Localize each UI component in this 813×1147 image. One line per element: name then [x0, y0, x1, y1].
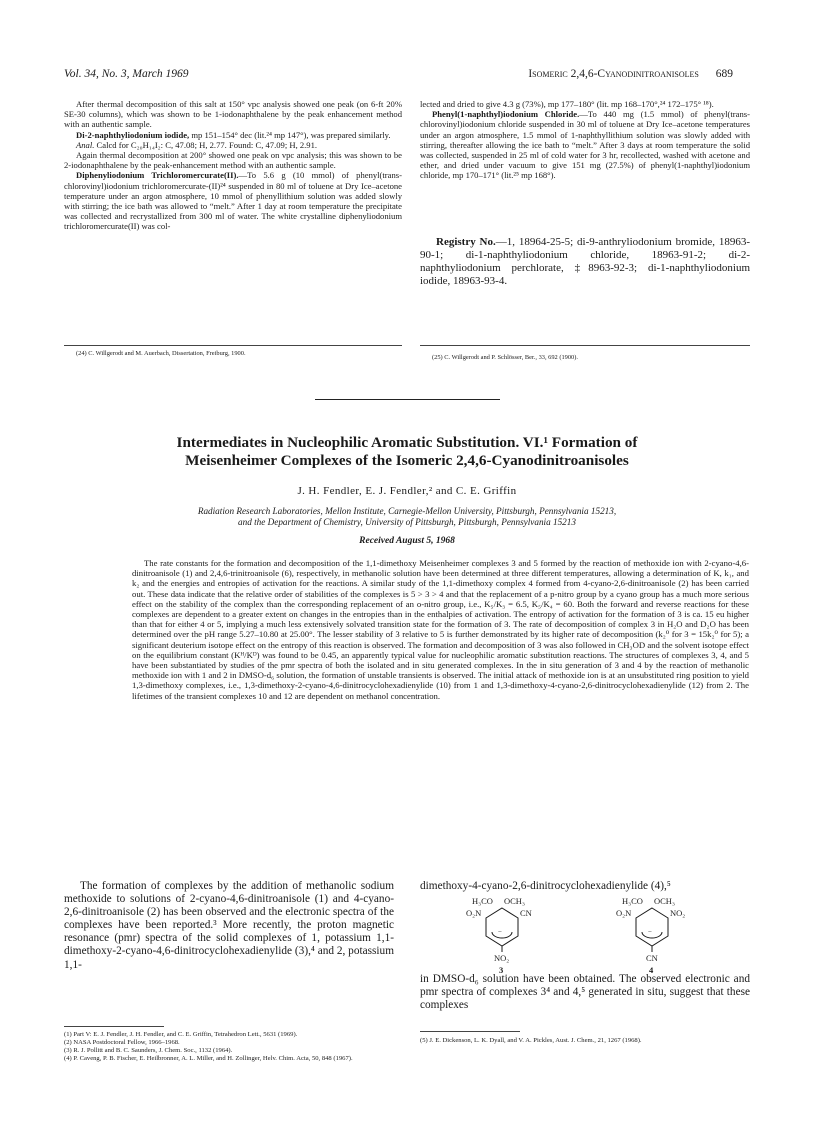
paragraph [64, 170, 402, 231]
footnote-rule-left [64, 345, 402, 346]
structure-4-ring [636, 908, 668, 946]
registry-numbers [420, 236, 750, 288]
footnote-rule-bottom-right [420, 1031, 520, 1032]
title-line-1: Intermediates in Nucleophilic Aromatic Substitution. VI.¹ Formation of [176, 434, 638, 451]
paragraph [420, 109, 750, 180]
structure-3-label: 3 [499, 965, 504, 974]
chemical-structures [440, 894, 740, 974]
body-right-column: in DMSO-d₆ solution have been obtained. The observed electronic and pmr spectra of complexes 3⁴ and 4,⁵ generated in situ, suggest that these complexes [420, 973, 750, 1012]
title-line-2: Meisenheimer Complexes of the Isomeric 2,4,6-Cyanodinitroanisoles [185, 452, 629, 469]
footnote-2: (2) NASA Postdoctoral Fellow, 1966–1968. [64, 1039, 180, 1047]
compound-heading: Di-2-naphthyliodonium iodide, [76, 129, 190, 140]
paragraph [64, 140, 402, 150]
footnote-rule-right [420, 345, 750, 346]
footnote-rule-bottom-left [64, 1026, 164, 1027]
previous-article-left-column [64, 99, 402, 232]
registry-heading: Registry No. [436, 236, 496, 248]
paragraph-text: Calcd for C₂₀H₁₄I₂: C, 47.08; H, 2.77. Found: C, 47.09; H, 2.91. [94, 139, 318, 150]
structure-3-methoxy-left: H₃CO [472, 896, 493, 906]
paragraph-text: —To 440 mg (1.5 mmol) of phenyl(trans-chlorovinyl)iodonium chloride suspended in 30 ml of toluene at Dry Ice–acetone temperatures under an argon atmosphere, 1.5 mmol of 1-naphthyllithium solution was slowly added with stirring, thereafter allowing the ice bath to “melt.” After 3 days at room temperature the solid was collected, suspended in 25 ml of cold water for 3 hr, recollected, washed with acetone and ether, and dried under vacuum to give 151 mg (27.5%) of phenyl(1-naphthyl)iodonium chloride, mp 170–171° (lit.²⁵ mp 168°). [420, 109, 750, 181]
affiliation-line-1: Radiation Research Laboratories, Mellon Institute, Carnegie-Mellon University, Pittsburgh, Pennsylvania 15213, [197, 506, 617, 516]
structure-3-delocalization-arc [492, 932, 512, 938]
structure-4-cyano-bottom: CN [646, 953, 658, 963]
affiliation-line-2: and the Department of Chemistry, University of Pittsburgh, Pittsburgh, Pennsylvania 15213 [238, 517, 576, 527]
structure-4-methoxy-left: H₃CO [622, 896, 643, 906]
affiliation [64, 506, 750, 528]
paragraph [64, 130, 402, 140]
compound-heading: Phenyl(1-naphthyl)iodonium Chloride. [432, 109, 580, 120]
authors: J. H. Fendler, E. J. Fendler,² and C. E. Griffin [297, 485, 517, 497]
structure-4-methoxy-right: OCH₃ [654, 896, 675, 906]
running-header [528, 68, 733, 80]
structure-4-nitro-left: O₂N [616, 908, 632, 918]
article-divider [315, 399, 500, 400]
compound-heading: Diphenyliodonium Trichloromercurate(II). [76, 170, 239, 181]
footnote-1: (1) Part V: E. J. Fendler, J. H. Fendler, and C. E. Griffin, Tetrahedron Lett., 5631 (1969). [64, 1031, 298, 1038]
running-title: Isomeric 2,4,6-Cyanodinitroanisoles [528, 68, 699, 80]
paragraph-text: —To 5.6 g (10 mmol) of phenyl(trans-chlorovinyl)iodonium trichloromercurate-(II)²⁴ suspended in 80 ml of toluene at Dry Ice–acetone temperature under an argon atmosphere, 10 mmol of phenyllithium solution was added slowly with stirring; the ice bath was allowed to “melt.” After 1 day at room temperature the precipitate was collected and recrystallized from 300 ml of water. The white crystalline diphenyliodonium trichloromercurate(II) was col- [64, 170, 402, 232]
structure-3-charge: − [498, 928, 502, 936]
footnote-25: (25) C. Willgerodt and P. Schlösser, Ber., 33, 692 (1900). [432, 354, 578, 361]
footnote-24: (24) C. Willgerodt and M. Auerbach, Dissertation, Freiburg, 1900. [76, 350, 246, 357]
paragraph: lected and dried to give 4.3 g (73%), mp 177–180° (lit. mp 168–170°,²⁴ 172–175° ¹⁸). [420, 99, 714, 109]
structure-4-label: 4 [649, 965, 654, 974]
structure-3 [466, 896, 532, 974]
abstract: The rate constants for the formation and decomposition of the 1,1-dimethoxy Meisenheimer complexes 3 and 5 formed by the reaction of methoxide ion with 2-cyano-4,6-dinitroanisole (1) and 2,4,6-trinitroanisole (6), respectively, in methanolic solution have been determined at three different temperatures, allowing a determination of K, k₁, and k₂ and the energies and entropies of activation for the reactions. A similar study of the 1,1-dimethoxy complex 4 formed from 4-cyano-2,6-dinitroanisole (2) has been carried out. These data indicate that the relative order of stabilities of the complexes is 5 > 3 > 4 and that the replacement of a p-nitro group by a cyano group has a much more serious effect on the stability of the complex than the corresponding replacement of an o-nitro group, i.e., K₅/K₃ = 6.5, K₅/K₄ = 60. Both the forward and reverse reactions for these complexes are dependent to a greater extent on changes in the entropies than in the enthalpies of activation. The entropy of activation for the formation of 3 is ca. 15 eu higher than that for either 4 or 5, implying a much less extensively solvated transition state for the formation of 3. The rate of decomposition of complex 3 in H₂O and D₂O has been determined over the pH range 5.27–10.80 at 25.00°. The lesser stability of 3 relative to 5 is further demonstrated by its higher rate of decomposition (k₂⁰ for 3 = 15k₂⁰ for 5); a significant deuterium isotope effect on the entropy of this reaction is observed. The formation and decomposition of 3 was also followed in CH₃OD and the solvent isotope effect on the equilibrium constant (Kᴴ/Kᴰ) was found to be 0.45, an apparently typical value for nucleophilic aromatic substitution reactions. The structures of complexes 3, 4, and 5 have been substantiated by studies of the pmr spectra of both the isolated and in situ generated complexes. In the in situ generation of 3 and 4 by the reaction of methanolic methoxide ion with 1 and 2 in DMSO-d₆ solution, the formation of unstable transients is observed. The initial attack of methoxide ion is at an unsubstituted ring position to yield 1,3-dimethoxy complexes, i.e., 1,3-dimethoxy-2-cyano-4,6-dinitrocyclohexadienylide (10) from 1 and 1,3-dimethoxy-4-cyano-2,6-dinitrocyclohexadienylide (12) from 2. The lifetimes of the transient complexes 10 and 12 are dependent on methanol concentration. [132, 558, 749, 701]
analysis-heading: Anal. [76, 139, 95, 150]
body-left-column: The formation of complexes by the addition of methanolic sodium methoxide to solutions of 2-cyano-4,6-dinitroanisole (1) and 4-cyano-2,6-dinitroanisole (2) has been observed and the electronic spectra of the complexes have been reported.³ More recently, the proton magnetic resonance (pmr) spectra of the solid complexes of 1, potassium 1,1-dimethoxy-2-cyano-4,6-dinitrocyclohexadienylide (3),⁴ and 2, potassium 1,1- [64, 880, 394, 971]
structure-3-cyano: CN [520, 908, 532, 918]
footnote-3: (3) R. J. Pollitt and B. C. Saunders, J. Chem. Soc., 1132 (1964). [64, 1047, 233, 1055]
registry-text: —1, 18964-25-5; di-9-anthryliodonium bromide, 18963-90-1; di-1-naphthyliodonium chloride, 18963-91-2; di-2-naphthyliodonium perchlorate, ‡8963-92-3; di-1-naphthyliodonium iodide, 18963-93-4. [420, 236, 750, 287]
previous-article-right-column [420, 99, 750, 181]
structure-3-nitro-bottom: NO₂ [494, 953, 510, 963]
structure-4 [616, 896, 685, 974]
footnote-4: (4) P. Caveng, P. B. Fischer, E. Heilbronner, A. L. Miller, and H. Zollinger, Helv. Chim. Acta, 50, 848 (1967). [64, 1055, 353, 1063]
received-date: Received August 5, 1968 [359, 536, 455, 546]
footnote-5: (5) J. E. Dickenson, L. K. Dyall, and V. A. Pickles, Aust. J. Chem., 21, 1267 (1968). [420, 1037, 642, 1044]
footnotes-left [64, 1031, 402, 1063]
article-title [64, 434, 750, 470]
structure-4-delocalization-arc [642, 932, 662, 938]
body-right-intro: dimethoxy-4-cyano-2,6-dinitrocyclohexadienylide (4),⁵ [420, 880, 671, 892]
paragraph: Again thermal decomposition at 200° showed one peak on vpc analysis; this was shown to be 2-iodonaphthalene by the peak-enhancement method with an authentic sample. [64, 150, 402, 171]
paragraph: After thermal decomposition of this salt at 150° vpc analysis showed one peak (on 6-ft 20% SE-30 columns), which was shown to be 1-iodonaphthalene by the peak enhancement method with an authentic sample. [64, 99, 402, 130]
structure-3-ring [486, 908, 518, 946]
structure-3-methoxy-right: OCH₃ [504, 896, 525, 906]
structure-4-charge: − [648, 928, 652, 936]
journal-issue: Vol. 34, No. 3, March 1969 [64, 68, 189, 80]
paragraph-text: mp 151–154° dec (lit.²⁴ mp 147°), was prepared similarly. [189, 129, 391, 140]
structure-3-nitro-left: O₂N [466, 908, 482, 918]
structure-4-nitro-right: NO₂ [670, 908, 686, 918]
page-number: 689 [715, 68, 733, 80]
